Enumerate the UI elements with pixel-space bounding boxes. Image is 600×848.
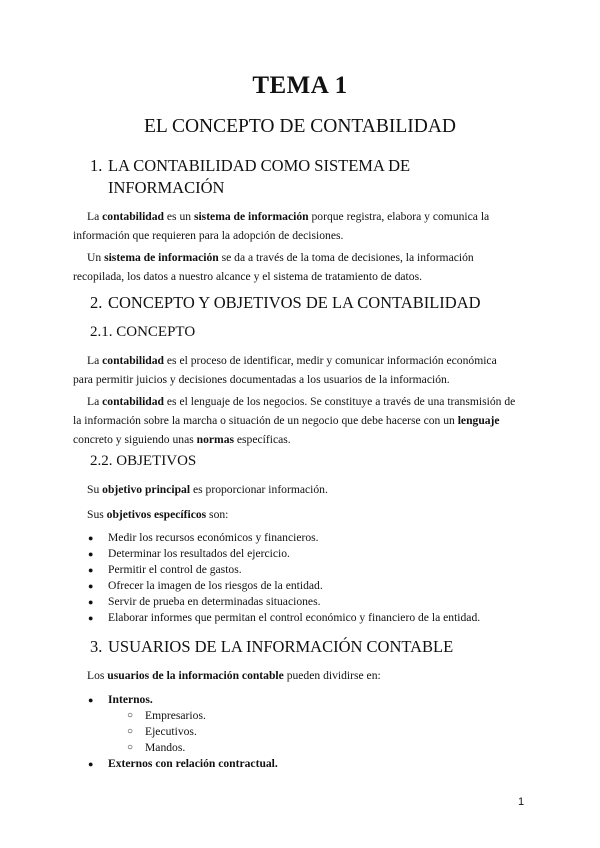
subsection-2-1-heading: 2.1. CONCEPTO [90,324,196,340]
page-number: 1 [518,796,525,808]
section-2-number: 2. [90,293,103,312]
list-item: ○ Empresarios. [127,709,206,722]
section-2-1-paragraph-2: La contabilidad es el lenguaje de los negocios. Se constituye a través de una transmisión de la información sobre la marcha o situación de un negocio que debe hacerse con un lenguaje concreto y siguiendo unas normas específicas. [73,395,516,446]
document-title: TEMA 1 [252,72,348,99]
bullet-icon: ● [88,549,94,559]
subsection-2-2-heading: 2.2. OBJETIVOS [90,453,197,469]
section-1-number: 1. [90,156,103,175]
list-item: ● Externos con relación contractual. [88,757,278,770]
section-2-1-paragraph-1: La contabilidad es el proceso de identificar, medir y comunicar información económica para permitir juicios y decisiones documentadas a los usuarios de la información. [73,354,497,386]
section-1-paragraph-1: La contabilidad es un sistema de información porque registra, elabora y comunica la información que requieren para la adopción de decisiones. [73,210,490,242]
list-item: ● Ofrecer la imagen de los riesgos de la entidad. [88,579,323,592]
bullet-icon: ● [88,759,94,769]
circle-bullet-icon: ○ [127,742,134,753]
section-1-title: LA CONTABILIDAD COMO SISTEMA DE INFORMACIÓN [108,156,411,197]
internal-users-heading-list [85,692,153,708]
section-3-paragraph-1: Los usuarios de la información contable pueden dividirse en: [87,669,381,682]
section-3-title: USUARIOS DE LA INFORMACIÓN CONTABLE [108,637,454,656]
bullet-icon: ● [88,581,94,591]
list-item: ○ Ejecutivos. [127,725,197,738]
section-2-2-paragraph-2: Sus objetivos específicos son: [87,508,229,521]
circle-bullet-icon: ○ [127,726,134,737]
bullet-icon: ● [88,533,94,543]
bullet-icon: ● [88,565,94,575]
list-item: ● Permitir el control de gastos. [88,563,242,576]
internal-users-list [125,708,206,756]
list-item: ○ Mandos. [127,741,186,754]
list-item: ● Servir de prueba en determinadas situaciones. [88,595,321,608]
section-2-title: CONCEPTO Y OBJETIVOS DE LA CONTABILIDAD [108,293,481,312]
document-subtitle: EL CONCEPTO DE CONTABILIDAD [143,116,457,137]
bullet-icon: ● [88,613,94,623]
list-item: ● Internos. [88,693,153,706]
external-users-heading-list [85,756,278,772]
section-3-number: 3. [90,637,103,656]
list-item: ● Elaborar informes que permitan el control económico y financiero de la entidad. [88,611,481,624]
objectives-list [85,530,480,626]
section-1-paragraph-2: Un sistema de información se da a través de la toma de decisiones, la información recopilada, los datos a nuestro alcance y el sistema de tratamiento de datos. [73,251,474,283]
list-item: ● Determinar los resultados del ejercicio. [88,547,290,560]
bullet-icon: ● [88,597,94,607]
list-item: ● Medir los recursos económicos y financieros. [88,531,319,544]
circle-bullet-icon: ○ [127,710,134,721]
bullet-icon: ● [88,695,94,705]
section-2-2-paragraph-1: Su objetivo principal es proporcionar información. [87,483,328,496]
